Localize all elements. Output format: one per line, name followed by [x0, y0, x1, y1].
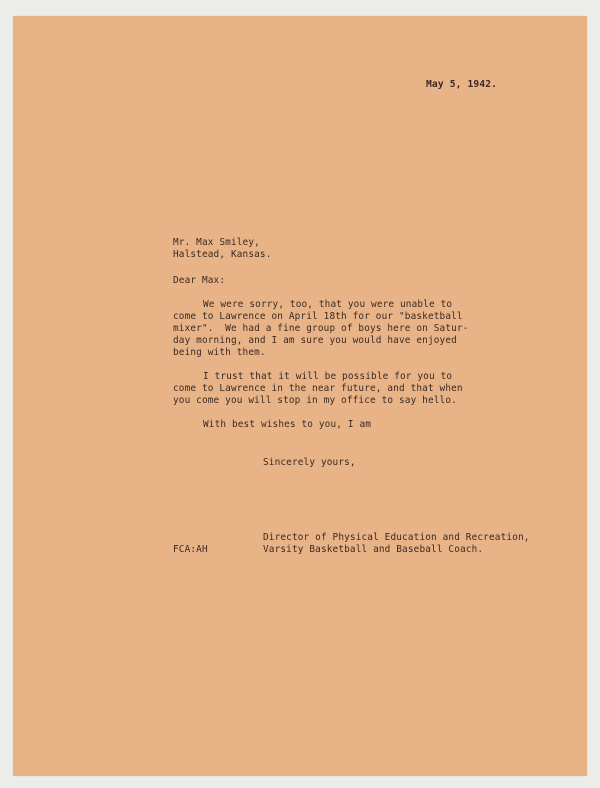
typist-initials: FCA:AH: [173, 544, 208, 555]
salutation: Dear Max:: [173, 275, 226, 286]
recipient-address: Halstead, Kansas.: [173, 249, 272, 260]
paragraph-1-line-3: mixer". We had a fine group of boys here on Satur-: [173, 323, 469, 334]
closing: Sincerely yours,: [263, 457, 356, 468]
paragraph-2-line-2: come to Lawrence in the near future, and that when: [173, 383, 463, 394]
paragraph-1-line-2: come to Lawrence on April 18th for our "basketball: [173, 311, 463, 322]
paragraph-1-line-5: being with them.: [173, 347, 266, 358]
paragraph-2-line-3: you come you will stop in my office to say hello.: [173, 395, 457, 406]
recipient-name: Mr. Max Smiley,: [173, 237, 260, 248]
paragraph-3-line-1: With best wishes to you, I am: [203, 419, 372, 430]
paragraph-2-line-1: I trust that it will be possible for you to: [203, 371, 453, 382]
signature-title-line-1: Director of Physical Education and Recreation,: [263, 532, 530, 543]
letter-date: May 5, 1942.: [426, 79, 498, 90]
signature-title-line-2: Varsity Basketball and Baseball Coach.: [263, 544, 484, 555]
paragraph-1-line-1: We were sorry, too, that you were unable to: [203, 299, 453, 310]
paragraph-1-line-4: day morning, and I am sure you would have enjoyed: [173, 335, 457, 346]
